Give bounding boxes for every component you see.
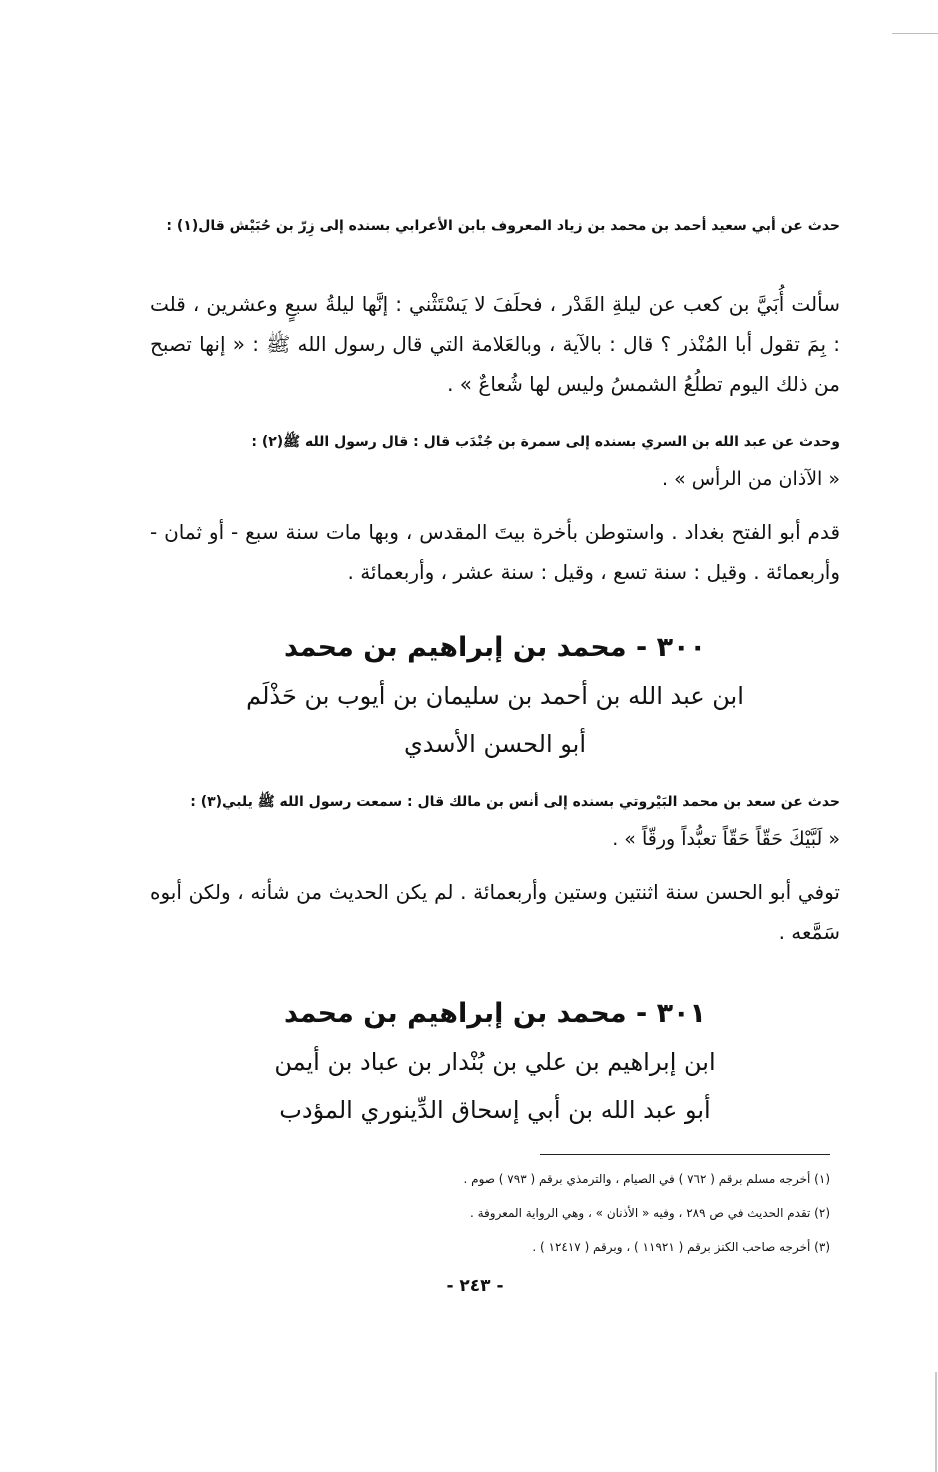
footnote-1: (١) أخرجه مسلم برقم ( ٧٦٢ ) في الصيام ، والترمذي برقم ( ٧٩٣ ) صوم .	[463, 1172, 830, 1186]
footnote-2: (٢) تقدم الحديث في ص ٢٨٩ ، وفيه « الأذنان » ، وهي الرواية المعروفة .	[469, 1206, 830, 1220]
biography-entry-300: توفي أبو الحسن سنة اثنتين وستين وأربعمائة . لم يكن الحديث من شأنه ، ولكن أبوه سَمَّعه .	[150, 880, 840, 944]
hadith-entry-299-b: « الآذان من الرأس » .	[662, 468, 840, 490]
entry-300-heading	[150, 624, 840, 768]
hadith-entry-300: « لَبَّيْكَ حَقّاً حَقّاً تعبُّداً ورقّاً » .	[612, 828, 840, 850]
footnotes	[300, 1162, 830, 1264]
entry-300-lineage: ابن عبد الله بن أحمد بن سليمان بن أيوب بن حَذْلَم	[246, 682, 744, 710]
entry-301-title: ٣٠١ - محمد بن إبراهيم بن محمد	[283, 998, 707, 1029]
entry-300-title: ٣٠٠ - محمد بن إبراهيم بن محمد	[283, 632, 707, 663]
hadith-entry-299-a: سألت أُبَيَّ بن كعب عن ليلةِ القَدْر ، فحلَفَ لا يَسْتَثْني : إنَّها ليلةُ سبعٍ وعشرين ، قلت : بِمَ تقول أبا المُنْذر ؟ قال : بالآية ، وبالعَلامة التي قال رسول الله ﷺ : « إنها تصبح من ذلك اليوم تطلُعُ الشمسُ وليس لها شُعاعٌ » .	[150, 292, 840, 396]
scan-edge-line	[935, 1372, 937, 1472]
narration-entry-299-b: وحدث عن عبد الله بن السري بسنده إلى سمرة بن جُنْدَب قال : قال رسول الله ﷺ(٢) :	[251, 434, 840, 450]
entry-301-lineage: ابن إبراهيم بن علي بن بُنْدار بن عباد بن أيمن	[274, 1048, 716, 1076]
biography-entry-299: قدم أبو الفتح بغداد . واستوطن بأخرة بيتَ المقدس ، وبها مات سنة سبع - أو ثمان - وأربعمائة . وقيل : سنة تسع ، وقيل : سنة عشر ، وأربعمائة .	[150, 520, 840, 584]
narration-entry-299-a: حدث عن أبي سعيد أحمد بن محمد بن زياد المعروف بابن الأعرابي بسنده إلى زِرّ بن حُبَيْش قال(١) :	[166, 218, 840, 234]
entry-301-kunya: أبو عبد الله بن أبي إسحاق الدِّينوري المؤدب	[279, 1096, 711, 1124]
page-number: - ٢٤٣ -	[446, 1276, 504, 1296]
narration-entry-300: حدث عن سعد بن محمد البَيْروتي بسنده إلى أنس بن مالك قال : سمعت رسول الله ﷺ يلبي(٣) :	[190, 794, 840, 810]
entry-301-heading	[150, 990, 840, 1134]
footnote-divider	[540, 1154, 830, 1155]
footnote-3: (٣) أخرجه صاحب الكنز برقم ( ١١٩٢١ ) ، وبرقم ( ١٢٤١٧ ) .	[532, 1240, 830, 1254]
entry-300-kunya: أبو الحسن الأسدي	[403, 730, 586, 758]
scan-corner-line	[892, 33, 938, 34]
